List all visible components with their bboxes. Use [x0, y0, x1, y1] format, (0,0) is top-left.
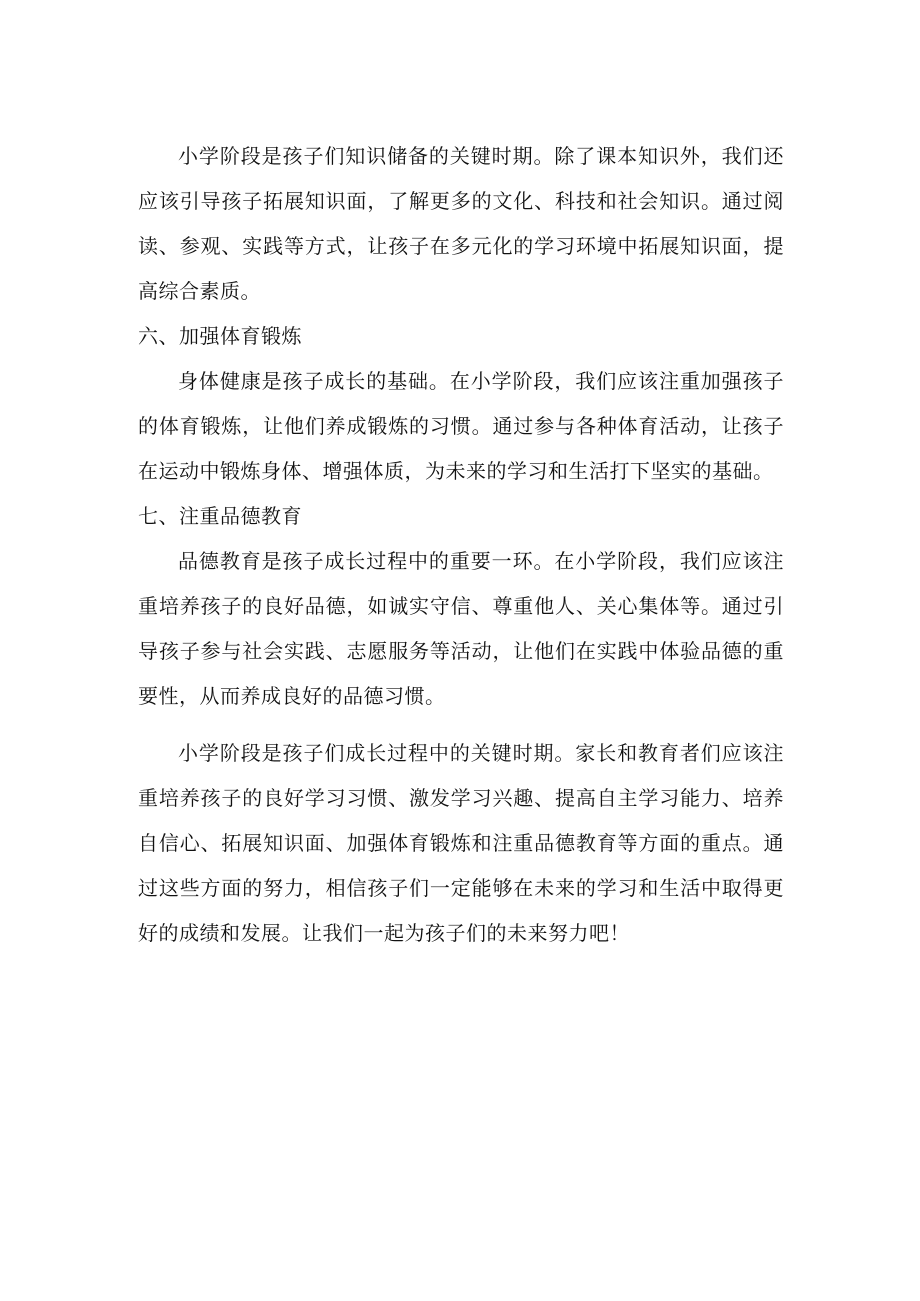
paragraph-sports: 身体健康是孩子成长的基础。在小学阶段，我们应该注重加强孩子的体育锻炼，让他们养成锻炼的习惯。通过参与各种体育活动，让孩子在运动中锻炼身体、增强体质，为未来的学习和生活打下坚实的基础。	[138, 369, 784, 483]
document-page	[138, 134, 784, 956]
heading-sports: 六、加强体育锻炼	[138, 324, 302, 348]
paragraph-morality: 品德教育是孩子成长过程中的重要一环。在小学阶段，我们应该注重培养孩子的良好品德，如诚实守信、尊重他人、关心集体等。通过引导孩子参与社会实践、志愿服务等活动，让他们在实践中体验品德的重要性，从而养成良好的品德习惯。	[138, 549, 784, 708]
paragraph-knowledge: 小学阶段是孩子们知识储备的关键时期。除了课本知识外，我们还应该引导孩子拓展知识面，了解更多的文化、科技和社会知识。通过阅读、参观、实践等方式，让孩子在多元化的学习环境中拓展知识面，提高综合素质。	[138, 144, 784, 303]
paragraph-conclusion: 小学阶段是孩子们成长过程中的关键时期。家长和教育者们应该注重培养孩子的良好学习习惯、激发学习兴趣、提高自主学习能力、培养自信心、拓展知识面、加强体育锻炼和注重品德教育等方面的重点。通过这些方面的努力，相信孩子们一定能够在未来的学习和生活中取得更好的成绩和发展。让我们一起为孩子们的未来努力吧！	[138, 741, 784, 945]
heading-morality: 七、注重品德教育	[138, 504, 302, 528]
